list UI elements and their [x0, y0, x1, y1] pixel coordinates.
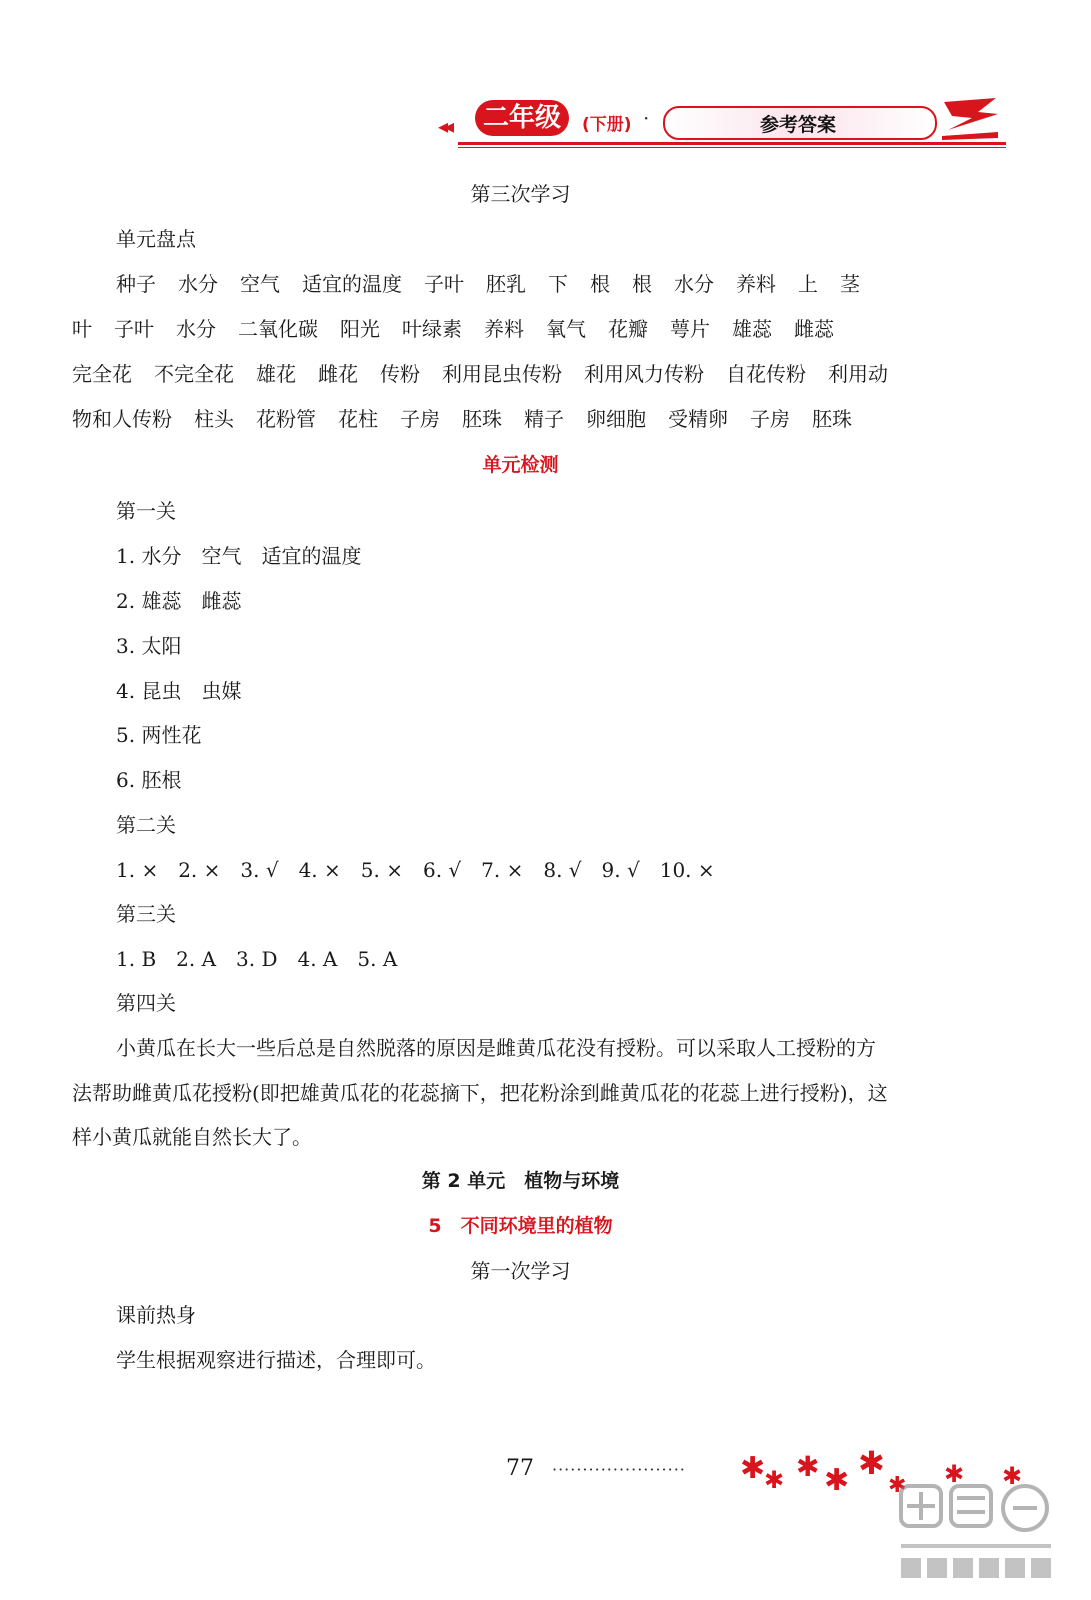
answer-tag: [663, 106, 937, 140]
review-term: 下: [548, 272, 568, 296]
unit-review-line-3: [72, 361, 910, 387]
header-rule: [458, 142, 1006, 145]
volume-label: (下册): [582, 115, 632, 135]
answer-label: 参考答案: [760, 114, 837, 136]
level4-heading: 第四关: [116, 991, 176, 1015]
review-term: 传粉: [380, 362, 420, 386]
review-term: 叶绿素: [402, 317, 462, 341]
review-term: 二氧化碳: [238, 317, 318, 341]
level3-answers: 1. B 2. A 3. D 4. A 5. A: [116, 947, 398, 971]
level1-item: 3. 太阳: [116, 634, 182, 658]
review-term: 雌蕊: [794, 317, 834, 341]
review-term: 精子: [524, 407, 564, 431]
watermark-stamp-icon: [893, 1478, 1063, 1588]
svg-text:✱: ✱: [888, 1473, 907, 1498]
review-term: 卵细胞: [586, 407, 646, 431]
review-term: 受精卵: [668, 407, 728, 431]
review-term: 雌花: [318, 362, 358, 386]
level1-item: 6. 胚根: [116, 768, 182, 792]
svg-text:✱: ✱: [858, 1448, 885, 1482]
warmup-heading: 课前热身: [116, 1303, 196, 1327]
review-term: 阳光: [340, 317, 380, 341]
svg-text:✱: ✱: [824, 1463, 850, 1498]
review-term: 子叶: [424, 272, 464, 296]
review-term: 茎: [840, 272, 860, 296]
session-title: 第一次学习: [470, 1259, 571, 1283]
review-term: 物和人传粉: [72, 407, 172, 431]
header-dot: ·: [643, 106, 650, 130]
level2-heading: 第二关: [116, 813, 176, 837]
review-term: 自花传粉: [726, 362, 806, 386]
review-term: 上: [798, 272, 818, 296]
review-term: 花瓣: [608, 317, 648, 341]
review-term: 柱头: [194, 407, 234, 431]
level4-paragraph-line: 小黄瓜在长大一些后总是自然脱落的原因是雌黄瓜花没有授粉。可以采取人工授粉的方: [116, 1036, 876, 1060]
review-term: 子房: [750, 407, 790, 431]
level3-heading: 第三关: [116, 902, 176, 926]
lightning-logo-icon: [938, 96, 1002, 142]
review-term: 完全花: [72, 362, 132, 386]
lesson-title: 5 不同环境里的植物: [428, 1215, 613, 1237]
review-term: 花粉管: [256, 407, 316, 431]
svg-text:✱: ✱: [740, 1451, 766, 1486]
review-term: 根: [632, 272, 652, 296]
page-number: 77: [506, 1456, 534, 1481]
unit-review-line-4: [72, 406, 874, 432]
header-rule-thin: [458, 147, 1006, 148]
level1-item: 2. 雄蕊 雌蕊: [116, 589, 242, 613]
section-title: 第三次学习: [470, 182, 571, 206]
review-term: 根: [590, 272, 610, 296]
review-term: 子叶: [114, 317, 154, 341]
review-term: 养料: [736, 272, 776, 296]
leader-dots: ······················: [552, 1460, 686, 1479]
level1-heading: 第一关: [116, 499, 176, 523]
svg-text:✱: ✱: [796, 1450, 820, 1483]
review-term: 种子: [116, 272, 156, 296]
review-term: 胚珠: [462, 407, 502, 431]
level1-item: 5. 两性花: [116, 723, 202, 747]
review-term: 子房: [400, 407, 440, 431]
review-term: 水分: [178, 272, 218, 296]
page-header: [430, 92, 1030, 152]
double-arrow-icon: ◂◂: [438, 114, 451, 138]
level1-item: 1. 水分 空气 适宜的温度: [116, 544, 362, 568]
svg-text:✱: ✱: [1002, 1462, 1023, 1490]
unit-review-line-1: [116, 271, 882, 297]
review-term: 养料: [484, 317, 524, 341]
svg-text:✱: ✱: [764, 1466, 785, 1494]
review-term: 水分: [674, 272, 714, 296]
warmup-text: 学生根据观察进行描述，合理即可。: [116, 1348, 436, 1372]
svg-text:✱: ✱: [944, 1460, 965, 1488]
review-term: 利用风力传粉: [584, 362, 704, 386]
grade-badge: 二年级: [475, 100, 569, 136]
unit-review-line-2: [72, 316, 856, 342]
unit-test-title: 单元检测: [482, 454, 559, 476]
review-term: 氧气: [546, 317, 586, 341]
level4-paragraph-line: 法帮助雌黄瓜花授粉(即把雄黄瓜花的花蕊摘下，把花粉涂到雌黄瓜花的花蕊上进行授粉)，这: [72, 1081, 888, 1105]
level4-paragraph-line: 样小黄瓜就能自然长大了。: [72, 1125, 312, 1149]
review-term: 空气: [240, 272, 280, 296]
unit-review-heading: 单元盘点: [116, 227, 196, 251]
review-term: 水分: [176, 317, 216, 341]
review-term: 雄蕊: [732, 317, 772, 341]
unit2-title: 第 2 单元 植物与环境: [421, 1170, 620, 1192]
review-term: 叶: [72, 317, 92, 341]
review-term: 萼片: [670, 317, 710, 341]
review-term: 雄花: [256, 362, 296, 386]
review-term: 适宜的温度: [302, 272, 402, 296]
review-term: 胚珠: [812, 407, 852, 431]
review-term: 利用昆虫传粉: [442, 362, 562, 386]
review-term: 花柱: [338, 407, 378, 431]
review-term: 不完全花: [154, 362, 234, 386]
review-term: 胚乳: [486, 272, 526, 296]
level1-item: 4. 昆虫 虫媒: [116, 679, 242, 703]
review-term: 利用动: [828, 362, 888, 386]
level2-answers: 1. × 2. × 3. √ 4. × 5. × 6. √ 7. × 8. √ 9. √ 10. ×: [116, 858, 715, 882]
